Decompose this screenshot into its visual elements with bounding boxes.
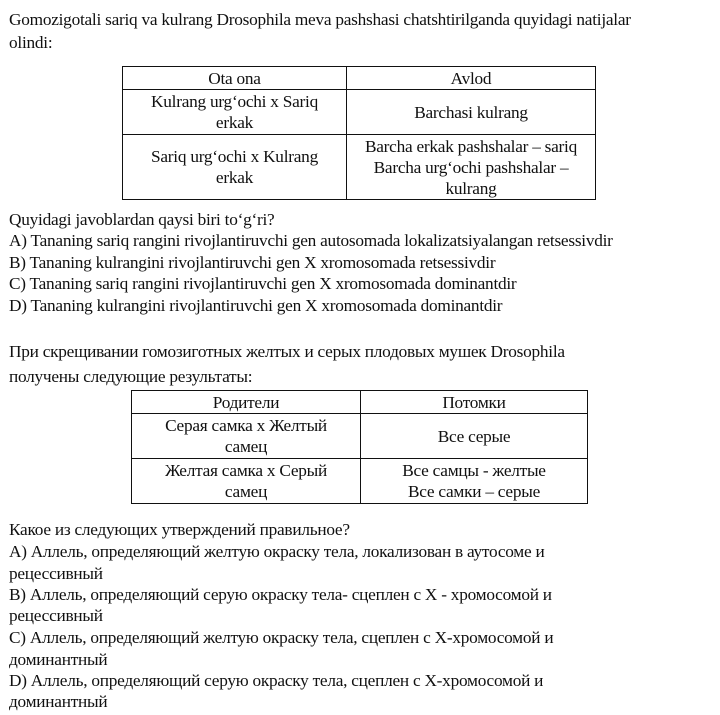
cell-text: Barcha urg‘ochi pashshalar – — [373, 157, 569, 177]
ru-option-c-line-2: доминантный — [9, 650, 108, 669]
cell-text: самец — [224, 482, 268, 501]
uz-option-b: B) Tananing kulrangini rivojlantiruvchi gen X xromosomada retsessivdir — [9, 253, 496, 272]
cell-offspring — [347, 90, 596, 135]
uz-question: Quyidagi javoblardan qaysi biri to‘g‘ri? — [9, 210, 275, 229]
cell-text: Все самцы - желтые — [402, 461, 546, 480]
table-row — [132, 459, 588, 504]
header-offspring: Потомки — [361, 391, 588, 414]
uz-option-a: A) Tananing sariq rangini rivojlantiruvchi gen autosomada lokalizatsiyalangan retsessivdir — [9, 231, 613, 250]
ru-intro-line-2: получены следующие результаты: — [9, 367, 253, 386]
table-row — [132, 414, 588, 459]
cell-text: Все серые — [437, 426, 511, 446]
cell-offspring — [361, 414, 588, 459]
table-row — [123, 135, 596, 200]
ru-option-a-line-2: рецессивный — [9, 564, 103, 583]
cell-text: Kulrang urg‘ochi x Sariq — [151, 92, 318, 111]
table-header-row — [132, 391, 588, 414]
cell-offspring — [361, 459, 588, 504]
cell-text: Barcha erkak pashshalar – sariq — [364, 136, 577, 156]
ru-intro-line-1: При скрещивании гомозиготных желтых и серых плодовых мушек Drosophila — [9, 342, 565, 361]
header-parents: Родители — [132, 391, 361, 414]
cell-text: самец — [224, 437, 268, 456]
table-header-row — [123, 67, 596, 90]
cell-text: Все самки – серые — [407, 482, 541, 501]
table-row — [123, 90, 596, 135]
ru-question: Какое из следующих утверждений правильное? — [9, 520, 350, 539]
cell-text: Sariq urg‘ochi x Kulrang — [151, 147, 318, 166]
ru-results-table — [131, 390, 588, 504]
uz-intro-line-1: Gomozigotali sariq va kulrang Drosophila meva pashshasi chatshtirilganda quyidagi natijalar — [9, 10, 631, 29]
ru-option-b-line-2: рецессивный — [9, 606, 103, 625]
cell-text: Желтая самка x Серый — [164, 461, 328, 480]
cell-parents — [132, 459, 361, 504]
ru-option-c-line-1: С) Аллель, определяющий желтую окраску тела, сцеплен с X-хромосомой и — [9, 628, 554, 647]
header-parents: Ota ona — [123, 67, 347, 90]
cell-text: Серая самка x Желтый — [165, 416, 327, 435]
cell-text: Barchasi kulrang — [414, 102, 528, 122]
ru-option-d-line-1: D) Аллель, определяющий серую окраску тела, сцеплен с X-хромосомой и — [9, 671, 544, 690]
ru-option-b-line-1: В) Аллель, определяющий серую окраску тела- сцеплен с X - хромосомой и — [9, 585, 552, 604]
header-offspring: Avlod — [347, 67, 596, 90]
uz-option-d: D) Tananing kulrangini rivojlantiruvchi gen X xromosomada dominantdir — [9, 296, 503, 315]
ru-option-d-line-2: доминантный — [9, 692, 108, 711]
cell-parents — [123, 90, 347, 135]
cell-text: erkak — [215, 168, 254, 187]
cell-offspring — [347, 135, 596, 200]
uz-intro-line-2: olindi: — [9, 33, 53, 52]
cell-text: erkak — [215, 113, 254, 132]
cell-text: kulrang — [445, 178, 497, 198]
uz-results-table — [122, 66, 596, 200]
cell-parents — [123, 135, 347, 200]
cell-parents — [132, 414, 361, 459]
uz-option-c: C) Tananing sariq rangini rivojlantiruvchi gen X xromosomada dominantdir — [9, 274, 517, 293]
ru-option-a-line-1: А) Аллель, определяющий желтую окраску тела, локализован в аутосоме и — [9, 542, 545, 561]
